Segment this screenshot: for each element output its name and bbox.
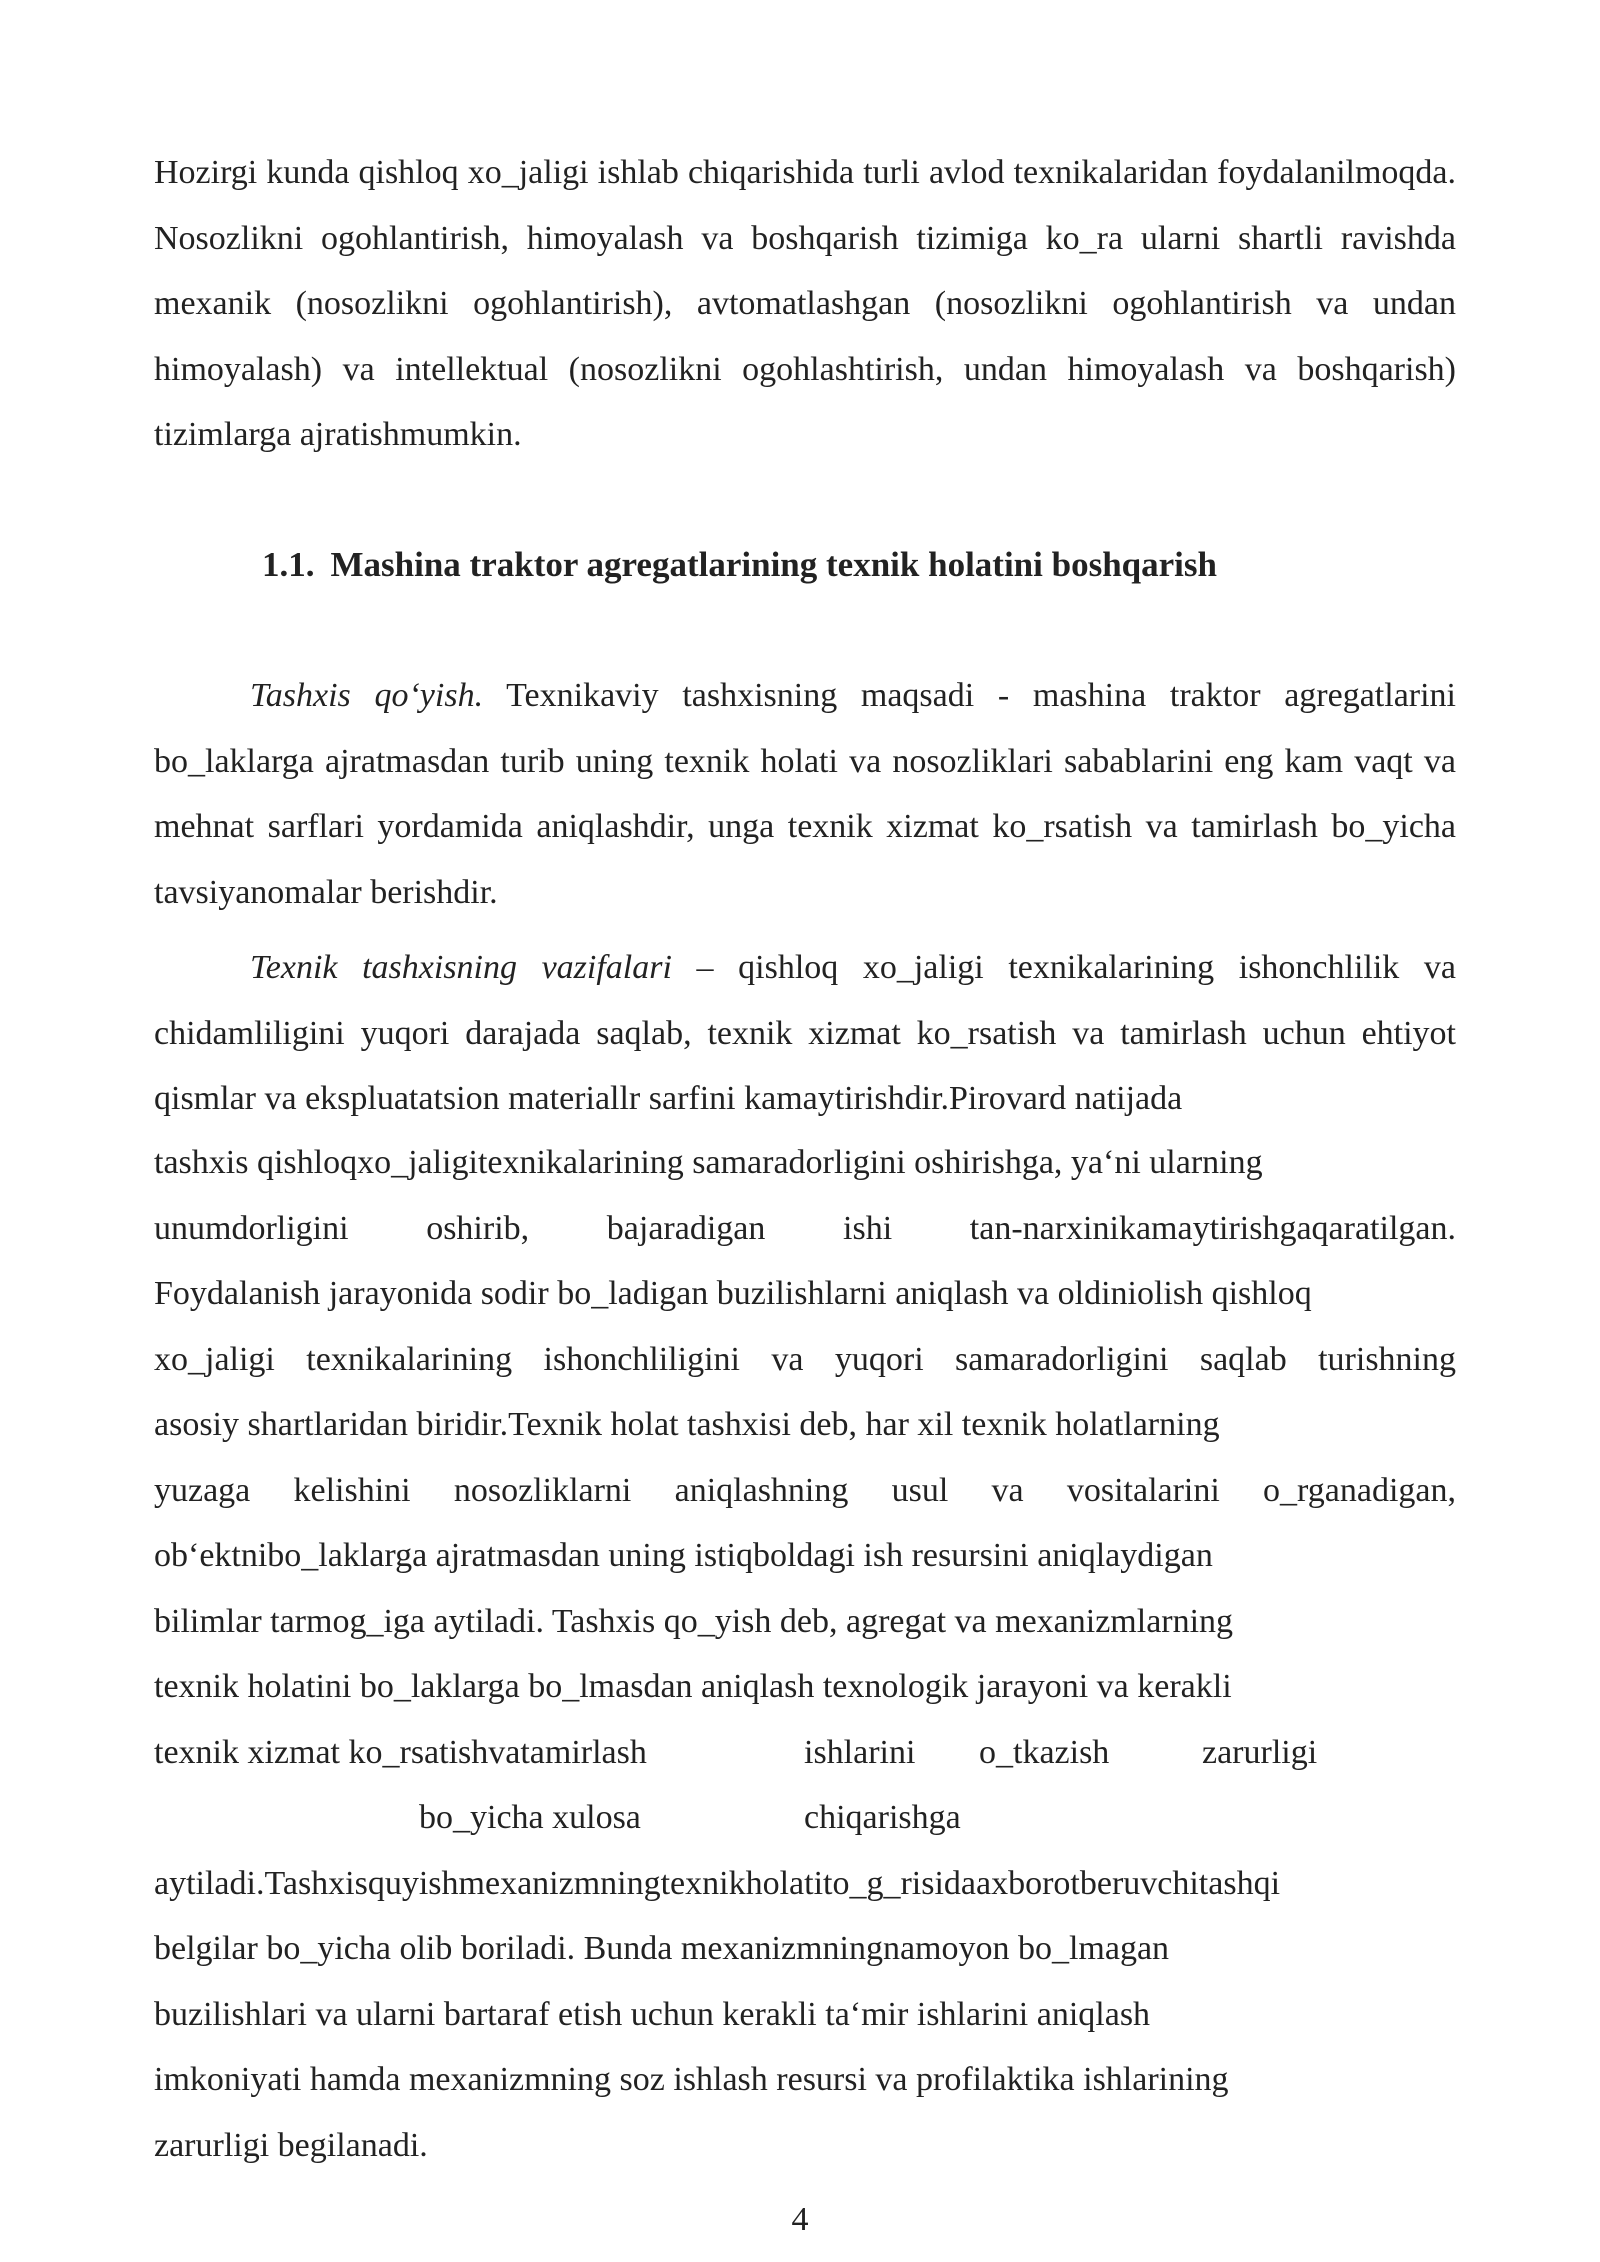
text-fragment: bo_yicha xulosa [419, 1799, 641, 1836]
intro-paragraph: Hozirgi kunda qishloq xo_jaligi ishlab chiqarishida turli avlod texnikalaridan foydalanilmoqda. Nosozlikni ogohlantirish, himoyalash va boshqarish tizimiga ko_ra ularni shartli ravishda mexanik (nosozlikni ogohlantirish), avtomatlashgan (nosozlikni ogohlantirish va undan himoyalash) va intellektual (nosozlikni ogohlashtirish, undan himoyalash va boshqarish) tizimlarga ajratishmumkin. [154, 154, 1456, 453]
text-line: aytiladi.Tashxisquyishmexanizmningtexnikholatito_g_risidaaxborotberuvchitashqi [154, 1864, 1281, 1902]
section-heading [262, 532, 1462, 597]
paragraph-text-tasks: – qishloq xo_jaligi texnikalarining ishonchlilik va chidamliligini yuqori darajada saqlab, texnik xizmat ko_rsatish va tamirlash uchun ehtiyot qismlar va ekspluatatsion materiallr sarfini kamaytirishdir.Pirovard natijada [154, 949, 1456, 1117]
section-title: Mashina traktor agregatlarining texnik holatini boshqarish [330, 545, 1217, 584]
text-line: imkoniyati hamda mexanizmning soz ishlash resursi va profilaktika ishlarining [154, 2061, 1229, 2098]
text-line: bilimlar tarmog_iga aytiladi. Tashxis qo_yish deb, agregat va mexanizmlarning [154, 1602, 1234, 1640]
text-line: belgilar bo_yicha olib boriladi. Bunda mexanizmningnamoyon bo_lmagan [154, 1930, 1170, 1967]
text-fragment: o_tkazish [979, 1733, 1110, 1771]
paragraph-tasks [154, 935, 1456, 1132]
text-fragment: chiqarishga [804, 1799, 961, 1836]
text-line: buzilishlari va ularni bartaraf etish uchun kerakli ta‘mir ishlarini aniqlash [154, 1995, 1151, 2033]
paragraph-diagnosis [154, 663, 1456, 925]
split-text-line [154, 1785, 1456, 1851]
text-line: asosiy shartlaridan biridir.Texnik holat tashxisi deb, har xil texnik holatlarning [154, 1406, 1220, 1443]
text-line: xo_jaligi texnikalarining ishonchliligini va yuqori samaradorligini saqlab turishning [154, 1340, 1456, 1378]
text-line: yuzaga kelishini nosozliklarni aniqlashning usul va vositalarini o_rganadigan, [154, 1471, 1456, 1509]
text-line: Foydalanish jarayonida sodir bo_ladigan buzilishlarni aniqlash va oldiniolish qishloq [154, 1275, 1312, 1312]
page-number: 4 [791, 2201, 809, 2238]
text-line: tashxis qishloqxo_jaligitexnikalarining samaradorligini oshirishga, ya‘ni ularning [154, 1144, 1263, 1181]
text-line: unumdorligini oshirib, bajaradigan ishi tan-narxinikamaytirishgaqaratilgan. [154, 1209, 1456, 1247]
paragraph-text-diagnosis: Texnikaviy tashxisning maqsadi - mashina traktor agregatlarini bo_laklarga ajratmasdan turib uning texnik holati va nosozliklari sabablarini eng kam vaqt va mehnat sarflari yordamida aniqlashdir, unga texnik xizmat ko_rsatish va tamirlash bo_yicha tavsiyanomalar berishdir. [154, 677, 1456, 911]
text-fragment: texnik xizmat ko_rsatishvatamirlash [154, 1733, 647, 1771]
text-fragment: ishlarini [804, 1733, 916, 1771]
text-line: zarurligi begilanadi. [154, 2126, 428, 2164]
split-text-line [154, 1720, 1456, 1786]
text-line: ob‘ektnibo_laklarga ajratmasdan uning istiqboldagi ish resursini aniqlaydigan [154, 1537, 1213, 1574]
paragraph-lead-diagnosis: Tashxis qo‘yish. [250, 677, 484, 714]
section-number: 1.1. [262, 545, 315, 584]
text-line: texnik holatini bo_laklarga bo_lmasdan aniqlash texnologik jarayoni va kerakli [154, 1668, 1232, 1705]
paragraph-lead-tasks: Texnik tashxisning vazifalari [250, 949, 672, 986]
paragraph-tasks-continued [154, 1130, 1456, 2178]
text-fragment: zarurligi [1202, 1733, 1318, 1771]
